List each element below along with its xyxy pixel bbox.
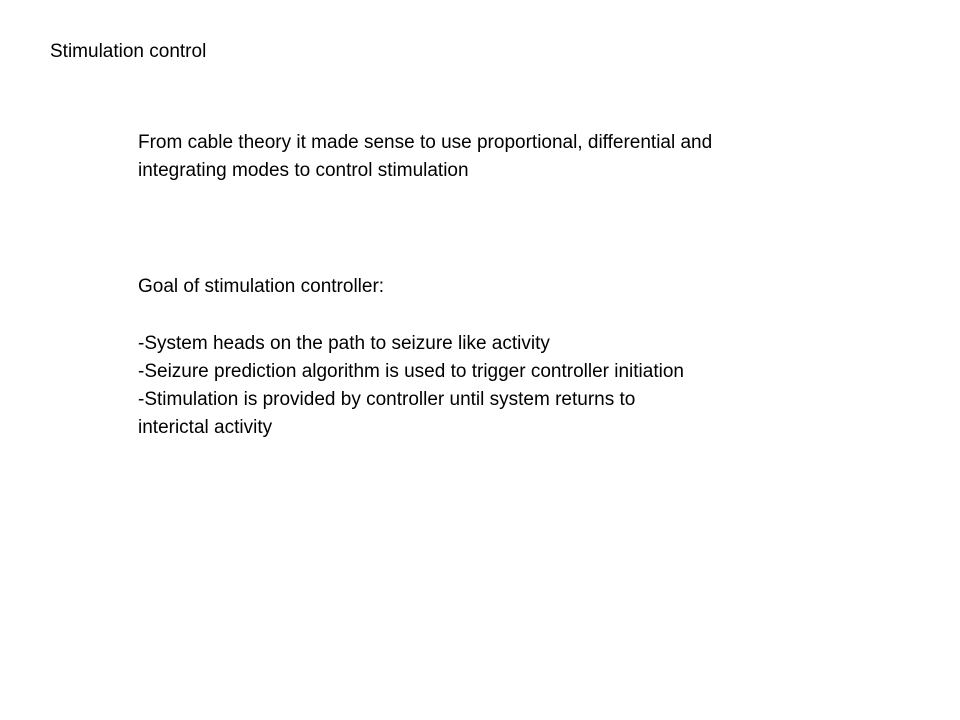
intro-line: integrating modes to control stimulation <box>138 160 469 181</box>
spacer <box>138 301 838 330</box>
bullet-item: -System heads on the path to seizure like activity <box>138 333 550 354</box>
bullet-line: -Stimulation is provided by controller until system returns to <box>138 389 636 410</box>
bullet-item: -Seizure prediction algorithm is used to trigger controller initiation <box>138 361 684 382</box>
goal-section <box>138 273 838 442</box>
goal-heading: Goal of stimulation controller: <box>138 276 385 297</box>
intro-line: From cable theory it made sense to use proportional, differential and <box>138 132 713 153</box>
bullet-line: interictal activity <box>138 417 273 438</box>
intro-paragraph <box>138 129 838 185</box>
bullet-item <box>138 386 838 442</box>
slide-title: Stimulation control <box>50 41 207 62</box>
